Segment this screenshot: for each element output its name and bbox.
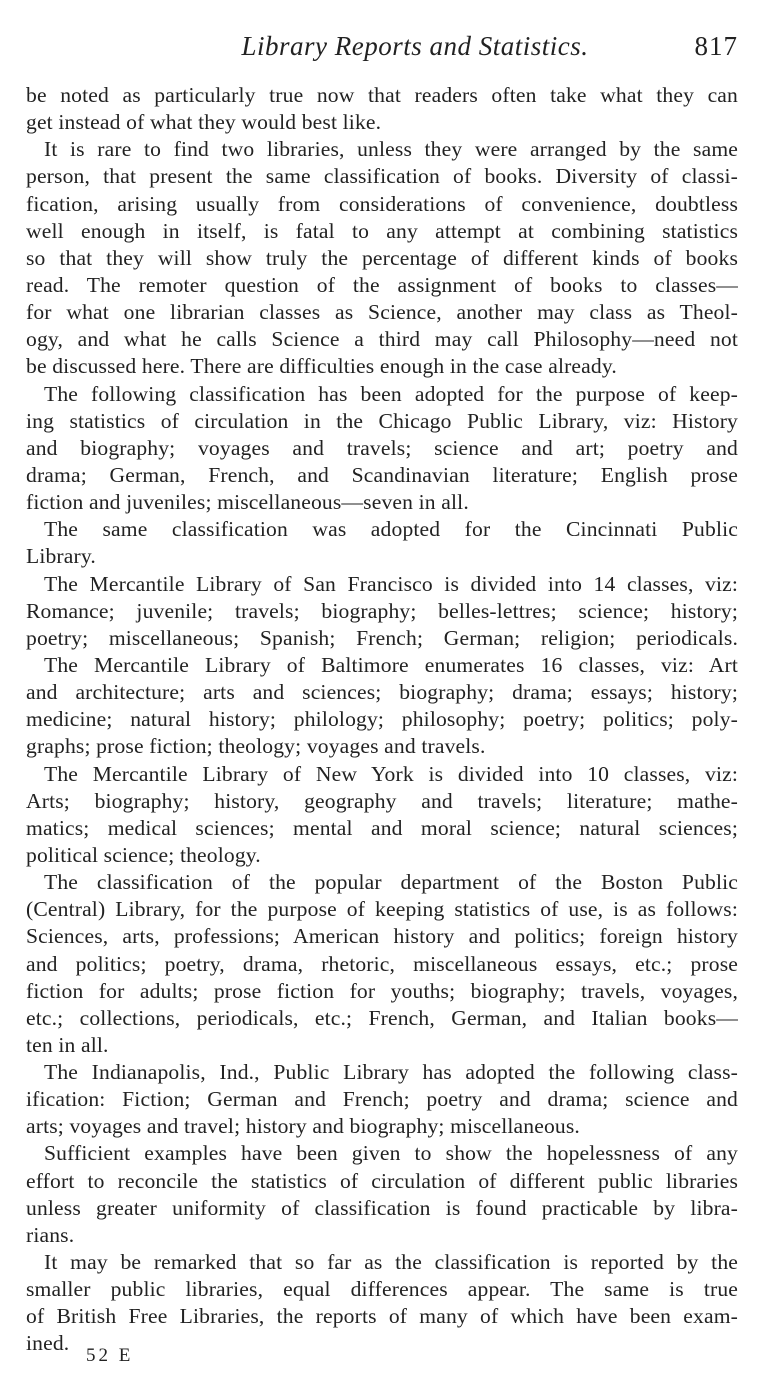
paragraph-start-line: The following classification has been adopted for the purpose of keep- [44,381,738,406]
text-line: person, that present the same classification of books. Diversity of classi- [26,164,738,189]
text-line: medicine; natural history; philology; philosophy; poetry; politics; poly- [26,707,738,732]
paragraph-start-line: Sufficient examples have been given to show the hopelessness of any [44,1141,738,1166]
text-line: ten in all. [26,1032,109,1057]
text-line: effort to reconcile the statistics of circulation of different public libraries [26,1168,738,1193]
paragraph-start-line: The Mercantile Library of San Francisco is divided into 14 classes, viz: [44,571,738,596]
paragraph-start-line: The same classification was adopted for the Cincinnati Public [44,517,738,542]
text-line: ing statistics of circulation in the Chicago Public Library, viz: History [26,408,738,433]
text-line: ification: Fiction; German and French; poetry and drama; science and [26,1087,738,1112]
text-line: Romance; juvenile; travels; biography; belles-lettres; science; history; [26,598,738,623]
text-line: Arts; biography; history, geography and travels; literature; mathe- [26,788,738,813]
paragraph-start-line: The Mercantile Library of New York is divided into 10 classes, viz: [44,761,738,786]
text-line: get instead of what they would best like. [26,110,382,135]
text-line: of British Free Libraries, the reports of many of which have been exam- [26,1304,738,1329]
text-line: smaller public libraries, equal differences appear. The same is true [26,1277,738,1302]
paragraph-start-line: It may be remarked that so far as the classification is reported by the [44,1250,738,1275]
text-line: and politics; poetry, drama, rhetoric, miscellaneous essays, etc.; prose [26,951,738,976]
text-line: graphs; prose fiction; theology; voyages and travels. [26,734,486,759]
text-line: be discussed here. There are difficulties enough in the case already. [26,354,617,379]
text-line: Library. [26,544,96,569]
text-line: etc.; collections, periodicals, etc.; French, German, and Italian books— [26,1005,738,1030]
text-line: fiction for adults; prose fiction for youths; biography; travels, voyages, [26,978,738,1003]
text-line: political science; theology. [26,842,261,867]
text-line: ined. [26,1331,70,1356]
text-line: rians. [26,1222,75,1247]
page-number: 817 [694,31,738,61]
text-line: poetry; miscellaneous; Spanish; French; German; religion; periodicals. [26,625,738,650]
text-line: (Central) Library, for the purpose of keeping statistics of use, is as follows: [26,897,738,922]
text-line: fication, arising usually from considerations of convenience, doubtless [26,191,738,216]
text-line: matics; medical sciences; mental and moral science; natural sciences; [26,815,738,840]
text-line: read. The remoter question of the assignment of books to classes— [26,272,738,297]
text-line: ogy, and what he calls Science a third may call Philosophy—need not [26,327,738,352]
text-line: for what one librarian classes as Science, another may class as Theol- [26,300,738,325]
text-line: so that they will show truly the percentage of different kinds of books [26,245,738,270]
text-line: arts; voyages and travel; history and biography; miscellaneous. [26,1114,580,1139]
text-line: and architecture; arts and sciences; biography; drama; essays; history; [26,680,738,705]
page-header [30,28,740,68]
text-line: be noted as particularly true now that readers often take what they can [26,83,738,107]
paragraph-start-line: The classification of the popular department of the Boston Public [44,870,738,895]
text-line: fiction and juveniles; miscellaneous—seven in all. [26,490,469,515]
paragraph-start-line: The Indianapolis, Ind., Public Library has adopted the following class- [44,1060,738,1085]
body-text [26,82,738,1358]
text-line: well enough in itself, is fatal to any attempt at combining statistics [26,218,738,243]
running-title: Library Reports and Statistics. [241,31,589,61]
paragraph-start-line: It is rare to find two libraries, unless they were arranged by the same [44,137,738,162]
signature-mark: 52 E [86,1345,134,1366]
text-line: unless greater uniformity of classification is found practicable by libra- [26,1195,738,1220]
text-line: and biography; voyages and travels; science and art; poetry and [26,435,738,460]
text-line: drama; German, French, and Scandinavian literature; English prose [26,462,738,487]
paragraph-start-line: The Mercantile Library of Baltimore enumerates 16 classes, viz: Art [44,652,738,677]
text-line: Sciences, arts, professions; American history and politics; foreign history [26,924,738,949]
